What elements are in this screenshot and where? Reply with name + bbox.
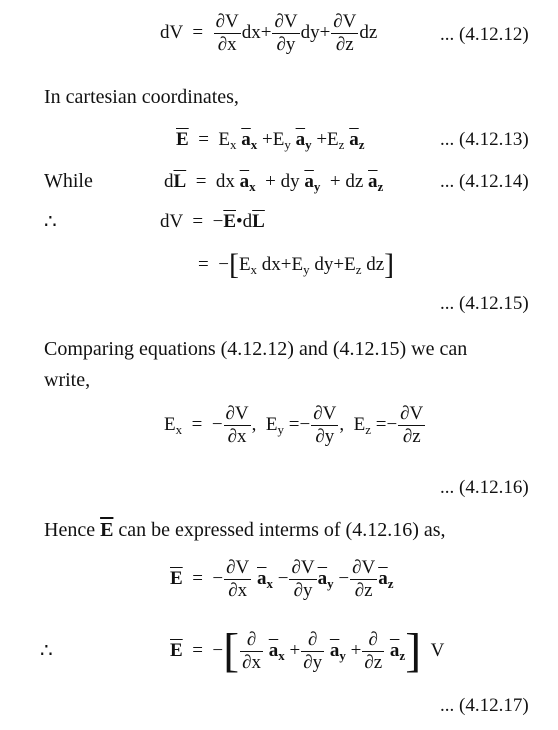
equation-4-12-16: $E_x$ = − $\frac{\partial V}{\partial x}$ , $E_y$ =− $\frac{\partial V}{\partial y}$ , $E_z$ =− $\frac{\partial V}{\partial z}$: [164, 403, 424, 447]
therefore-symbol-2: ∴: [40, 640, 53, 662]
equation-4-12-13: $\overline{E} = E_x$ $\overline{a}_x +E_y$ $\overline{a}_y +E_z$ $\overline{a}_z$: [176, 129, 365, 152]
equation-4-12-12: dV = $\frac{\partial V}{\partial x}$ dx+ $\frac{\partial V}{\partial y}$ dy+ $\frac{\partial V}{\partial z}$ dz: [160, 11, 378, 55]
equation-number-4-12-13: ... (4.12.13): [440, 129, 529, 150]
label-while: While: [44, 170, 93, 192]
equation-e-gradient: $\overline{E}$ = − $\frac{\partial V}{\partial x}$ $\overline{a}_x$ − $\frac{\partial V}{\partial y}$ $\overline{a}_y$ − $\frac{\partial V}{\partial z}$ $\overline{a}_z$: [170, 557, 394, 601]
equation-4-12-17: $\overline{E}$ = −[ $\frac{\partial}{\partial x}$ $\overline{a}_x$ + $\frac{\partial}{\partial y}$ $\overline{a}_y$ + $\frac{\partial}{\partial z}$ $\overline{a}_z$] V: [170, 624, 445, 677]
paragraph-cartesian: In cartesian coordinates,: [44, 86, 239, 108]
therefore-symbol: ∴: [44, 211, 57, 233]
paragraph-comparing-line1: Comparing equations (4.12.12) and (4.12.15) we can: [44, 338, 468, 360]
equation-number-4-12-16: ... (4.12.16): [440, 477, 529, 498]
paragraph-hence: Hence $\overline{E}$ can be expressed interms of (4.12.16) as,: [44, 519, 446, 541]
equation-number-4-12-12: ... (4.12.12): [440, 24, 529, 45]
equation-number-4-12-14: ... (4.12.14): [440, 171, 529, 192]
equation-number-4-12-15: ... (4.12.15): [440, 293, 529, 314]
equation-number-4-12-17: ... (4.12.17): [440, 695, 529, 716]
paragraph-comparing-line2: write,: [44, 369, 91, 391]
equation-dv-dot: dV = $-\overline{E}•d\overline{L}$: [160, 211, 265, 232]
equation-4-12-14: $d\overline{L}$ = dx $\overline{a}_x$ + dy $\overline{a}_y$ + dz $\overline{a}_z$: [164, 171, 384, 194]
equation-4-12-15: = $-[E_x$ $dx+E_y$ $dy+E_z$ dz]: [198, 248, 395, 281]
